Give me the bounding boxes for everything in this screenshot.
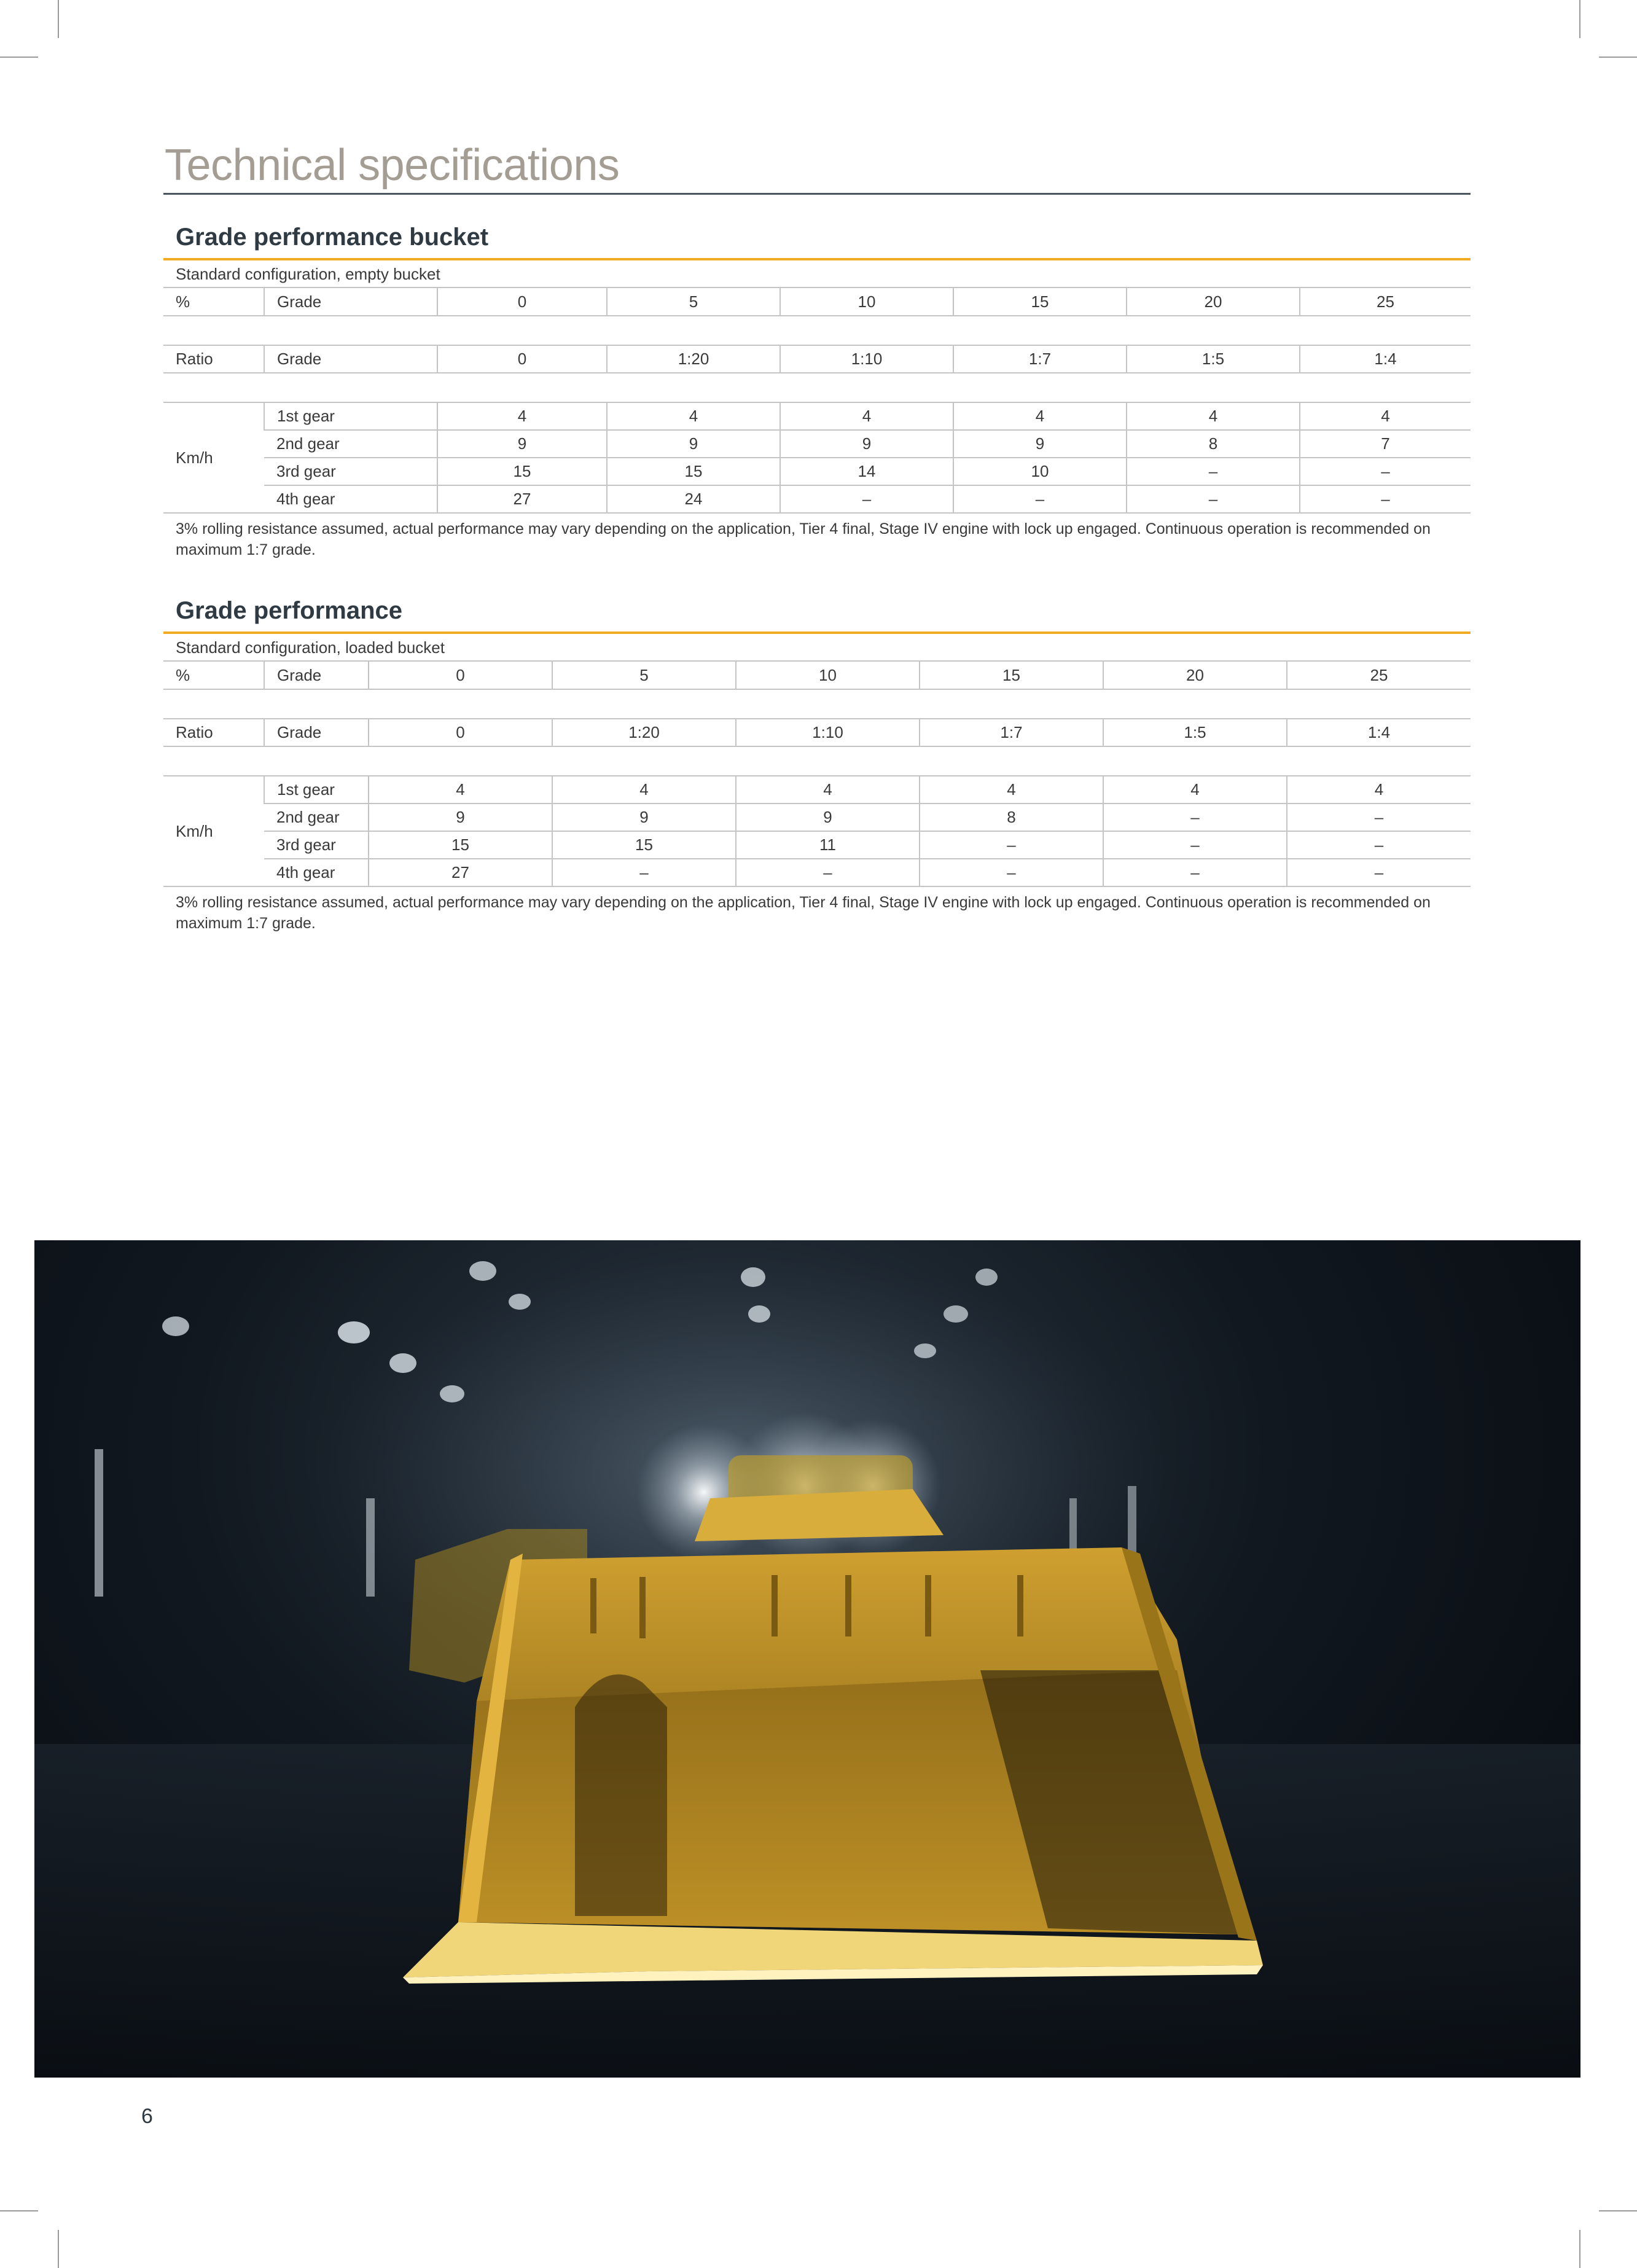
value-cell: 4 — [369, 776, 552, 804]
value-cell: 4 — [736, 776, 920, 804]
gear-label: 3rd gear — [264, 458, 437, 485]
value-cell: – — [920, 831, 1103, 859]
crop-mark — [58, 0, 59, 38]
crop-mark — [0, 2210, 38, 2211]
value-cell: – — [736, 859, 920, 886]
footnote: 3% rolling resistance assumed, actual performance may vary depending on the application, Tier 4 final, Stage IV engine with lock up engaged. Continuous operation is recommended on maximum 1:7 grade. — [176, 520, 1431, 558]
ratio-row — [163, 719, 1471, 746]
spacer-row — [163, 689, 1471, 719]
value-cell: 1:20 — [607, 345, 780, 373]
value-cell: 9 — [780, 430, 953, 458]
speed-unit-cell: Km/h — [163, 402, 264, 513]
value-cell: 15 — [920, 662, 1103, 689]
value-cell: 10 — [780, 288, 953, 316]
value-cell: 15 — [369, 831, 552, 859]
value-cell: 15 — [953, 288, 1127, 316]
row-label: Grade — [264, 719, 369, 746]
value-cell: 24 — [607, 485, 780, 513]
value-cell: 1:7 — [953, 345, 1127, 373]
value-cell: 4 — [552, 776, 736, 804]
spec-section-empty-bucket — [163, 220, 1471, 560]
value-cell: 20 — [1103, 662, 1287, 689]
value-cell: – — [1287, 831, 1471, 859]
value-cell: 9 — [953, 430, 1127, 458]
value-cell: 10 — [953, 458, 1127, 485]
spacer-row — [163, 746, 1471, 776]
unit-cell: % — [163, 662, 264, 689]
gear-label: 4th gear — [264, 859, 369, 886]
value-cell: 4 — [607, 402, 780, 430]
value-cell: – — [1127, 485, 1300, 513]
gear-row — [163, 402, 1471, 430]
page-number: 6 — [141, 2105, 153, 2128]
gear-row — [163, 859, 1471, 886]
row-label: Grade — [264, 288, 437, 316]
value-cell: 9 — [369, 804, 552, 831]
value-cell: – — [552, 859, 736, 886]
grade-performance-table — [163, 288, 1471, 514]
spacer-row — [163, 373, 1471, 402]
unit-cell: Ratio — [163, 719, 264, 746]
gear-label: 2nd gear — [264, 804, 369, 831]
value-cell: – — [1287, 859, 1471, 886]
value-cell: 1:10 — [780, 345, 953, 373]
value-cell: – — [1127, 458, 1300, 485]
section-heading: Grade performance bucket — [176, 224, 489, 251]
value-cell: – — [1103, 831, 1287, 859]
value-cell: 0 — [369, 662, 552, 689]
value-cell: 9 — [736, 804, 920, 831]
value-cell: 27 — [369, 859, 552, 886]
value-cell: 25 — [1287, 662, 1471, 689]
value-cell: 1:5 — [1127, 345, 1300, 373]
value-cell: 20 — [1127, 288, 1300, 316]
value-cell: 5 — [607, 288, 780, 316]
value-cell: 1:4 — [1300, 345, 1471, 373]
value-cell: 15 — [552, 831, 736, 859]
loader-bucket-photo — [34, 1240, 1580, 2078]
title-divider — [163, 193, 1471, 195]
crop-mark — [1579, 0, 1580, 38]
value-cell: – — [1300, 458, 1471, 485]
value-cell: 4 — [1127, 402, 1300, 430]
gear-label: 1st gear — [264, 776, 369, 804]
gear-label: 1st gear — [264, 402, 437, 430]
value-cell: 5 — [552, 662, 736, 689]
value-cell: 1:4 — [1287, 719, 1471, 746]
value-cell: 15 — [437, 458, 607, 485]
value-cell: 11 — [736, 831, 920, 859]
configuration-caption: Standard configuration, empty bucket — [163, 260, 1471, 288]
value-cell: 4 — [953, 402, 1127, 430]
value-cell: 1:10 — [736, 719, 920, 746]
tunnel-illustration — [34, 1240, 1580, 2078]
section-heading: Grade performance — [176, 597, 403, 624]
value-cell: – — [1300, 485, 1471, 513]
value-cell: 4 — [1103, 776, 1287, 804]
value-cell: 1:5 — [1103, 719, 1287, 746]
spec-section-loaded-bucket — [163, 593, 1471, 934]
crop-mark — [1599, 57, 1637, 58]
crop-mark — [1599, 2210, 1637, 2211]
crop-mark — [1579, 2230, 1580, 2268]
gear-row — [163, 776, 1471, 804]
value-cell: 4 — [1287, 776, 1471, 804]
value-cell: 0 — [369, 719, 552, 746]
value-cell: 27 — [437, 485, 607, 513]
value-cell: 0 — [437, 288, 607, 316]
value-cell: 14 — [780, 458, 953, 485]
spacer-row — [163, 316, 1471, 345]
grade-performance-table — [163, 662, 1471, 887]
page-title: Technical specifications — [165, 141, 620, 190]
speed-unit-cell: Km/h — [163, 776, 264, 886]
value-cell: 9 — [552, 804, 736, 831]
gear-row — [163, 485, 1471, 513]
value-cell: 0 — [437, 345, 607, 373]
crop-mark — [0, 57, 38, 58]
footnote: 3% rolling resistance assumed, actual performance may vary depending on the application, Tier 4 final, Stage IV engine with lock up engaged. Continuous operation is recommended on maximum 1:7 grade. — [176, 894, 1431, 932]
value-cell: – — [780, 485, 953, 513]
percent-row — [163, 662, 1471, 689]
value-cell: 9 — [607, 430, 780, 458]
gear-row — [163, 458, 1471, 485]
value-cell: – — [1103, 804, 1287, 831]
gear-label: 3rd gear — [264, 831, 369, 859]
value-cell: 4 — [780, 402, 953, 430]
value-cell: 1:7 — [920, 719, 1103, 746]
value-cell: 4 — [437, 402, 607, 430]
value-cell: 7 — [1300, 430, 1471, 458]
ratio-row — [163, 345, 1471, 373]
value-cell: 4 — [920, 776, 1103, 804]
row-label: Grade — [264, 345, 437, 373]
value-cell: 10 — [736, 662, 920, 689]
value-cell: 4 — [1300, 402, 1471, 430]
gear-row — [163, 430, 1471, 458]
value-cell: – — [953, 485, 1127, 513]
unit-cell: Ratio — [163, 345, 264, 373]
percent-row — [163, 288, 1471, 316]
value-cell: 25 — [1300, 288, 1471, 316]
configuration-caption: Standard configuration, loaded bucket — [163, 634, 1471, 662]
value-cell: 15 — [607, 458, 780, 485]
value-cell: 9 — [437, 430, 607, 458]
unit-cell: % — [163, 288, 264, 316]
gear-label: 2nd gear — [264, 430, 437, 458]
value-cell: 8 — [1127, 430, 1300, 458]
value-cell: – — [1287, 804, 1471, 831]
gear-row — [163, 804, 1471, 831]
value-cell: – — [1103, 859, 1287, 886]
crop-mark — [58, 2230, 59, 2268]
gear-row — [163, 831, 1471, 859]
gear-label: 4th gear — [264, 485, 437, 513]
row-label: Grade — [264, 662, 369, 689]
value-cell: – — [920, 859, 1103, 886]
value-cell: 8 — [920, 804, 1103, 831]
value-cell: 1:20 — [552, 719, 736, 746]
